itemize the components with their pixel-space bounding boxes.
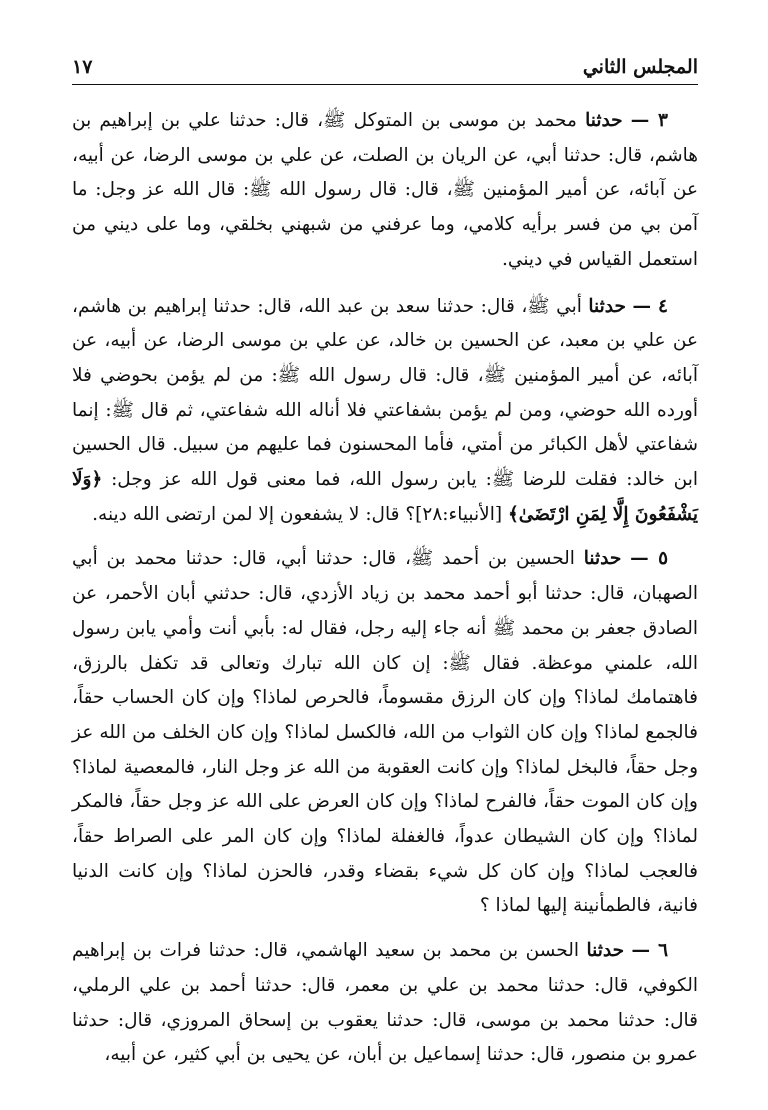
hadith-6 <box>72 934 698 1073</box>
hadith-4 <box>72 290 698 533</box>
hadith-text: الحسن بن محمد بن سعيد الهاشمي، قال: حدثنا فرات بن إبراهيم الكوفي، قال: حدثنا محمد بن علي بن معمر، قال: حدثنا أحمد بن علي الرملي، قال: حدثنا محمد بن موسى، قال: حدثنا يعقوب بن إسحاق المروزي، قال: حدثنا عمرو بن منصور، قال: حدثنا إسماعيل بن أبان، عن يحيى بن أبي كثير، عن أبيه، <box>72 940 698 1066</box>
hadith-5 <box>72 542 698 924</box>
hadith-opener: حدثنا <box>586 940 624 962</box>
chapter-title: المجلس الثاني <box>582 56 698 78</box>
hadith-number: ٣ — <box>630 110 668 131</box>
hadith-opener: حدثنا <box>585 110 623 131</box>
hadith-number: ٦ — <box>631 940 668 962</box>
hadith-text: أبي ﷺ، قال: حدثنا سعد بن عبد الله، قال: حدثنا إبراهيم بن هاشم، عن علي بن معبد، عن الحسين بن خالد، عن علي بن موسى الرضا، عن أبيه، عن آبائه، عن أمير المؤمنين ﷺ، قال: قال رسول الله ﷺ: من لم يؤمن بحوضي فلا أورده الله حوضي، ومن لم يؤمن بشفاعتي فلا أناله الله شفاعتي، ثم قال ﷺ: إنما شفاعتي لأهل الكبائر من أمتي، فأما المحسنون فما عليهم من سبيل. قال الحسين ابن خالد: فقلت للرضا ﷺ: يابن رسول الله، فما معنى قول الله عز وجل: <box>72 295 698 491</box>
quran-verse: ﴿وَلَا يَشْفَعُونَ إِلَّا لِمَنِ ارْتَضَىٰ﴾ <box>72 469 698 525</box>
running-header <box>72 44 698 85</box>
page-body <box>72 104 698 1083</box>
hadith-text: الحسين بن أحمد ﷺ، قال: حدثنا أبي، قال: حدثنا محمد بن أبي الصهبان، قال: حدثنا أبو أحمد محمد بن زياد الأزدي، قال: حدثني أبان الأحمر، عن الصادق جعفر بن محمد ﷺ أنه جاء إليه رجل، فقال له: بأبي أنت وأمي يابن رسول الله، علمني موعظة. فقال ﷺ: إن كان الله تبارك وتعالى قد تكفل بالرزق، فاهتمامك لماذا؟ وإن كان الرزق مقسوماً، فالحرص لماذا؟ وإن كان الحساب حقاً، فالجمع لماذا؟ وإن كان الثواب من الله، فالكسل لماذا؟ وإن كان الخلف من الله عز وجل حقاً، فالبخل لماذا؟ وإن كانت العقوبة من الله عز وجل النار، فالمعصية لماذا؟ وإن كان الموت حقاً، فالفرح لماذا؟ وإن كان العرض على الله عز وجل حقاً، فالمكر لماذا؟ وإن كان الشيطان عدواً، فالغفلة لماذا؟ وإن كان المر على الصراط حقاً، فالعجب لماذا؟ وإن كان كل شيء بقضاء وقدر، فالحزن لماذا؟ وإن كانت الدنيا فانية، فالطمأنينة إليها لماذا ؟ <box>72 548 698 917</box>
hadith-number: ٤ — <box>632 295 668 317</box>
hadith-3 <box>72 104 698 278</box>
verse-reference: [الأنبياء:٢٨] <box>415 503 503 525</box>
hadith-number: ٥ — <box>630 548 668 570</box>
hadith-opener: حدثنا <box>583 548 622 570</box>
hadith-opener: حدثنا <box>588 295 626 317</box>
hadith-text: محمد بن موسى بن المتوكل ﷺ، قال: حدثنا علي بن إبراهيم بن هاشم، قال: حدثنا أبي، عن الريان بن الصلت، عن علي بن موسى الرضا، عن أبيه، عن آبائه، عن أمير المؤمنين ﷺ، قال: قال رسول الله ﷺ: قال الله عز وجل: ما آمن بي من فسر برأيه كلامي، وما عرفني من شبهني بخلقي، وما على ديني من استعمل القياس في ديني. <box>72 110 698 270</box>
page-number: ١٧ <box>72 56 93 78</box>
hadith-tail: ؟ قال: لا يشفعون إلا لمن ارتضى الله دينه. <box>92 503 416 525</box>
